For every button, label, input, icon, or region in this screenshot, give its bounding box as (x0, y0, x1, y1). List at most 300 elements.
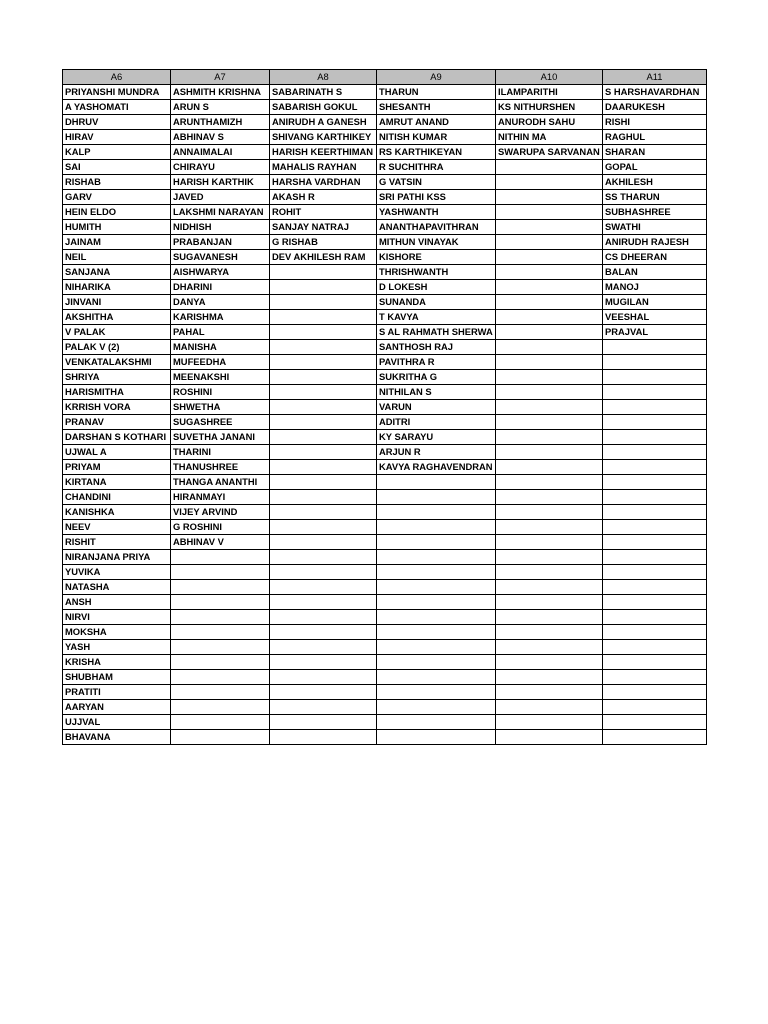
table-row (63, 295, 707, 310)
table-cell: SHUBHAM (63, 670, 171, 685)
table-cell (496, 550, 603, 565)
table-cell (603, 550, 707, 565)
table-cell: PRABANJAN (171, 235, 270, 250)
table-cell (496, 595, 603, 610)
table-cell (270, 355, 377, 370)
table-cell: HARSHA VARDHAN (270, 175, 377, 190)
table-cell (270, 595, 377, 610)
table-cell: ADITRI (377, 415, 496, 430)
table-cell: SANTHOSH RAJ (377, 340, 496, 355)
table-cell (377, 730, 496, 745)
column-header: A6 (63, 70, 171, 85)
column-header: A7 (171, 70, 270, 85)
table-cell (496, 520, 603, 535)
table-cell: NEEV (63, 520, 171, 535)
table-cell: ILAMPARITHI (496, 85, 603, 100)
table-cell: AARYAN (63, 700, 171, 715)
table-cell (270, 325, 377, 340)
table-cell (603, 535, 707, 550)
table-cell: YUVIKA (63, 565, 171, 580)
table-cell (270, 685, 377, 700)
table-cell (496, 190, 603, 205)
table-cell (171, 595, 270, 610)
table-cell: SHARAN (603, 145, 707, 160)
table-cell: SWATHI (603, 220, 707, 235)
table-cell: ABHINAV S (171, 130, 270, 145)
table-cell: MOKSHA (63, 625, 171, 640)
table-cell: ROSHINI (171, 385, 270, 400)
column-header: A8 (270, 70, 377, 85)
table-row (63, 385, 707, 400)
table-cell (496, 370, 603, 385)
table-cell: ROHIT (270, 205, 377, 220)
table-cell (171, 655, 270, 670)
table-cell (603, 595, 707, 610)
table-cell: G ROSHINI (171, 520, 270, 535)
table-cell (270, 445, 377, 460)
table-cell (496, 655, 603, 670)
table-cell: ANANTHAPAVITHRAN (377, 220, 496, 235)
table-cell: NITISH KUMAR (377, 130, 496, 145)
table-row (63, 475, 707, 490)
table-row (63, 145, 707, 160)
table-cell (496, 310, 603, 325)
table-cell (270, 520, 377, 535)
table-cell (377, 610, 496, 625)
table-cell (270, 550, 377, 565)
table-cell: JAINAM (63, 235, 171, 250)
table-cell: ANNAIMALAI (171, 145, 270, 160)
header-row (63, 70, 707, 85)
table-cell (603, 715, 707, 730)
table-cell: RISHIT (63, 535, 171, 550)
table-cell (603, 370, 707, 385)
table-cell: NITHIN MA (496, 130, 603, 145)
table-cell: THANGA ANANTHI (171, 475, 270, 490)
table-row (63, 115, 707, 130)
table-cell: SUVETHA JANANI (171, 430, 270, 445)
roster-table (62, 69, 707, 745)
table-row (63, 490, 707, 505)
table-cell: PAHAL (171, 325, 270, 340)
table-row (63, 415, 707, 430)
table-row (63, 190, 707, 205)
table-row (63, 460, 707, 475)
table-cell: YASH (63, 640, 171, 655)
table-cell (496, 400, 603, 415)
table-cell (603, 730, 707, 745)
table-cell: PRIYAM (63, 460, 171, 475)
table-row (63, 100, 707, 115)
table-row (63, 235, 707, 250)
table-cell (270, 730, 377, 745)
table-cell: ANURODH SAHU (496, 115, 603, 130)
table-cell: MANISHA (171, 340, 270, 355)
table-cell (171, 550, 270, 565)
table-cell: THARINI (171, 445, 270, 460)
table-cell (270, 370, 377, 385)
table-row (63, 730, 707, 745)
table-cell: HARISH KEERTHIMAN (270, 145, 377, 160)
table-cell: ASHMITH KRISHNA (171, 85, 270, 100)
table-cell: DHARINI (171, 280, 270, 295)
table-cell (603, 490, 707, 505)
table-row (63, 535, 707, 550)
table-cell: HEIN ELDO (63, 205, 171, 220)
table-row (63, 85, 707, 100)
table-cell (270, 385, 377, 400)
column-header: A11 (603, 70, 707, 85)
table-cell: ARUNTHAMIZH (171, 115, 270, 130)
table-cell: MITHUN VINAYAK (377, 235, 496, 250)
table-cell: NIHARIKA (63, 280, 171, 295)
table-cell (270, 415, 377, 430)
table-row (63, 580, 707, 595)
table-cell (377, 640, 496, 655)
table-row (63, 520, 707, 535)
table-cell (496, 445, 603, 460)
table-cell: MUGILAN (603, 295, 707, 310)
table-cell: VARUN (377, 400, 496, 415)
table-cell (603, 445, 707, 460)
table-cell (270, 280, 377, 295)
table-cell (603, 625, 707, 640)
table-cell (496, 565, 603, 580)
table-cell: NEIL (63, 250, 171, 265)
table-cell (377, 685, 496, 700)
table-cell: SUGAVANESH (171, 250, 270, 265)
table-cell: SHESANTH (377, 100, 496, 115)
table-cell: S AL RAHMATH SHERWA (377, 325, 496, 340)
table-cell: SWARUPA SARVANAN (496, 145, 603, 160)
table-cell (496, 175, 603, 190)
table-cell: SUNANDA (377, 295, 496, 310)
table-cell: SANJANA (63, 265, 171, 280)
table-cell (377, 520, 496, 535)
table-cell: PRAJVAL (603, 325, 707, 340)
table-cell (603, 505, 707, 520)
table-cell (270, 715, 377, 730)
table-cell: KY SARAYU (377, 430, 496, 445)
table-cell (270, 460, 377, 475)
table-cell: PRATITI (63, 685, 171, 700)
table-cell (171, 730, 270, 745)
table-cell: SUKRITHA G (377, 370, 496, 385)
table-row (63, 160, 707, 175)
table-row (63, 370, 707, 385)
table-cell: PAVITHRA R (377, 355, 496, 370)
table-cell: SHIVANG KARTHIKEY (270, 130, 377, 145)
table-cell (377, 580, 496, 595)
table-cell: ANSH (63, 595, 171, 610)
table-row (63, 625, 707, 640)
table-body (63, 85, 707, 745)
table-cell: VIJEY ARVIND (171, 505, 270, 520)
table-cell: GARV (63, 190, 171, 205)
table-cell: T KAVYA (377, 310, 496, 325)
table-cell (496, 340, 603, 355)
table-cell: RAGHUL (603, 130, 707, 145)
table-cell (270, 340, 377, 355)
table-cell (270, 700, 377, 715)
table-cell: DARSHAN S KOTHARI (63, 430, 171, 445)
table-row (63, 220, 707, 235)
table-cell: RISHAB (63, 175, 171, 190)
table-cell (603, 610, 707, 625)
table-cell (270, 475, 377, 490)
table-cell: UJJVAL (63, 715, 171, 730)
table-cell (496, 670, 603, 685)
table-cell (377, 565, 496, 580)
table-row (63, 670, 707, 685)
table-cell (496, 280, 603, 295)
table-cell (496, 265, 603, 280)
table-cell (496, 535, 603, 550)
table-cell: RS KARTHIKEYAN (377, 145, 496, 160)
table-cell: KARISHMA (171, 310, 270, 325)
table-cell: G VATSIN (377, 175, 496, 190)
table-cell: SS THARUN (603, 190, 707, 205)
table-cell: V PALAK (63, 325, 171, 340)
table-cell (496, 160, 603, 175)
table-cell: SANJAY NATRAJ (270, 220, 377, 235)
table-cell: ANIRUDH A GANESH (270, 115, 377, 130)
table-cell: CS DHEERAN (603, 250, 707, 265)
table-row (63, 205, 707, 220)
table-row (63, 325, 707, 340)
table-cell: ARJUN R (377, 445, 496, 460)
table-cell (270, 295, 377, 310)
table-row (63, 550, 707, 565)
table-cell (496, 295, 603, 310)
table-cell (377, 655, 496, 670)
table-cell (603, 400, 707, 415)
table-cell: ARUN S (171, 100, 270, 115)
table-cell: GOPAL (603, 160, 707, 175)
table-cell (603, 580, 707, 595)
table-cell: DANYA (171, 295, 270, 310)
table-cell (496, 205, 603, 220)
table-cell (171, 565, 270, 580)
table-cell: KANISHKA (63, 505, 171, 520)
table-cell: UJWAL A (63, 445, 171, 460)
table-cell (496, 580, 603, 595)
table-cell: MEENAKSHI (171, 370, 270, 385)
table-row (63, 130, 707, 145)
table-cell: HIRAV (63, 130, 171, 145)
table-row (63, 175, 707, 190)
table-cell: KRRISH VORA (63, 400, 171, 415)
table-cell: LAKSHMI NARAYAN (171, 205, 270, 220)
table-cell: THANUSHREE (171, 460, 270, 475)
table-cell: SUGASHREE (171, 415, 270, 430)
table-cell (270, 505, 377, 520)
table-cell (603, 640, 707, 655)
table-row (63, 355, 707, 370)
table-cell (270, 565, 377, 580)
table-cell (171, 700, 270, 715)
table-cell: HIRANMAYI (171, 490, 270, 505)
table-cell (496, 250, 603, 265)
table-cell (603, 670, 707, 685)
table-cell: YASHWANTH (377, 205, 496, 220)
table-cell: RISHI (603, 115, 707, 130)
table-cell: AKSHITHA (63, 310, 171, 325)
table-cell: DEV AKHILESH RAM (270, 250, 377, 265)
table-cell: JAVED (171, 190, 270, 205)
table-cell (496, 355, 603, 370)
table-cell (603, 475, 707, 490)
table-cell: KAVYA RAGHAVENDRAN (377, 460, 496, 475)
table-cell (496, 235, 603, 250)
table-cell: PRANAV (63, 415, 171, 430)
table-cell (496, 385, 603, 400)
table-row (63, 340, 707, 355)
table-cell (377, 490, 496, 505)
table-cell (377, 700, 496, 715)
table-cell (496, 730, 603, 745)
table-cell: MANOJ (603, 280, 707, 295)
table-cell (171, 640, 270, 655)
table-cell (496, 715, 603, 730)
table-cell (270, 610, 377, 625)
table-cell: AISHWARYA (171, 265, 270, 280)
table-row (63, 595, 707, 610)
table-cell (603, 565, 707, 580)
table-cell (603, 430, 707, 445)
table-cell (496, 490, 603, 505)
table-cell: KISHORE (377, 250, 496, 265)
table-cell: SRI PATHI KSS (377, 190, 496, 205)
table-cell (496, 505, 603, 520)
table-cell: A YASHOMATI (63, 100, 171, 115)
table-cell: CHANDINI (63, 490, 171, 505)
table-cell (270, 490, 377, 505)
table-row (63, 715, 707, 730)
table-cell (377, 625, 496, 640)
table-cell: AKHILESH (603, 175, 707, 190)
table-cell: PRIYANSHI MUNDRA (63, 85, 171, 100)
table-cell: KIRTANA (63, 475, 171, 490)
table-cell: NIDHISH (171, 220, 270, 235)
table-cell (270, 430, 377, 445)
table-cell (496, 415, 603, 430)
table-cell (496, 430, 603, 445)
table-cell (603, 340, 707, 355)
table-cell (496, 685, 603, 700)
table-row (63, 640, 707, 655)
table-cell (496, 460, 603, 475)
table-cell: NATASHA (63, 580, 171, 595)
table-cell: S HARSHAVARDHAN (603, 85, 707, 100)
table-cell: MUFEEDHA (171, 355, 270, 370)
table-row (63, 445, 707, 460)
table-cell (603, 700, 707, 715)
table-cell: SABARISH GOKUL (270, 100, 377, 115)
table-cell: SABARINATH S (270, 85, 377, 100)
table-cell: SHWETHA (171, 400, 270, 415)
table-cell: AMRUT ANAND (377, 115, 496, 130)
table-row (63, 280, 707, 295)
table-cell (603, 655, 707, 670)
table-cell (377, 715, 496, 730)
table-cell (377, 670, 496, 685)
table-cell: ANIRUDH RAJESH (603, 235, 707, 250)
table-cell: HARISMITHA (63, 385, 171, 400)
table-cell (496, 640, 603, 655)
table-row (63, 565, 707, 580)
table-cell (377, 595, 496, 610)
table-cell: KRISHA (63, 655, 171, 670)
table-cell: DHRUV (63, 115, 171, 130)
table-cell (270, 625, 377, 640)
table-cell (603, 520, 707, 535)
table-row (63, 655, 707, 670)
table-cell: ABHINAV V (171, 535, 270, 550)
table-cell (496, 220, 603, 235)
table-cell (377, 550, 496, 565)
table-cell (603, 355, 707, 370)
table-cell (377, 535, 496, 550)
table-cell (496, 610, 603, 625)
table-cell: VEESHAL (603, 310, 707, 325)
table-cell (496, 475, 603, 490)
table-cell (603, 460, 707, 475)
table-cell: R SUCHITHRA (377, 160, 496, 175)
table-cell: JINVANI (63, 295, 171, 310)
table-cell: G RISHAB (270, 235, 377, 250)
table-cell (496, 325, 603, 340)
column-header: A9 (377, 70, 496, 85)
table-row (63, 430, 707, 445)
table-cell (377, 475, 496, 490)
table-cell: SHRIYA (63, 370, 171, 385)
table-cell: KS NITHURSHEN (496, 100, 603, 115)
column-header: A10 (496, 70, 603, 85)
table-cell: HARISH KARTHIK (171, 175, 270, 190)
table-cell (603, 685, 707, 700)
table-cell (171, 625, 270, 640)
table-cell (171, 580, 270, 595)
table-cell: BALAN (603, 265, 707, 280)
table-row (63, 250, 707, 265)
table-row (63, 700, 707, 715)
table-row (63, 265, 707, 280)
table-cell: KALP (63, 145, 171, 160)
table-cell (270, 580, 377, 595)
table-cell: SAI (63, 160, 171, 175)
table-cell (171, 715, 270, 730)
table-cell: CHIRAYU (171, 160, 270, 175)
table-cell (270, 535, 377, 550)
table-cell (270, 400, 377, 415)
table-cell: MAHALIS RAYHAN (270, 160, 377, 175)
table-header (63, 70, 707, 85)
table-row (63, 505, 707, 520)
table-cell (270, 655, 377, 670)
table-cell (496, 625, 603, 640)
table-row (63, 310, 707, 325)
table-cell (496, 700, 603, 715)
table-cell: AKASH R (270, 190, 377, 205)
table-cell: BHAVANA (63, 730, 171, 745)
table-cell: SUBHASHREE (603, 205, 707, 220)
table-cell (603, 415, 707, 430)
table-cell (603, 385, 707, 400)
table-row (63, 610, 707, 625)
table-cell: THRISHWANTH (377, 265, 496, 280)
table-cell (171, 610, 270, 625)
